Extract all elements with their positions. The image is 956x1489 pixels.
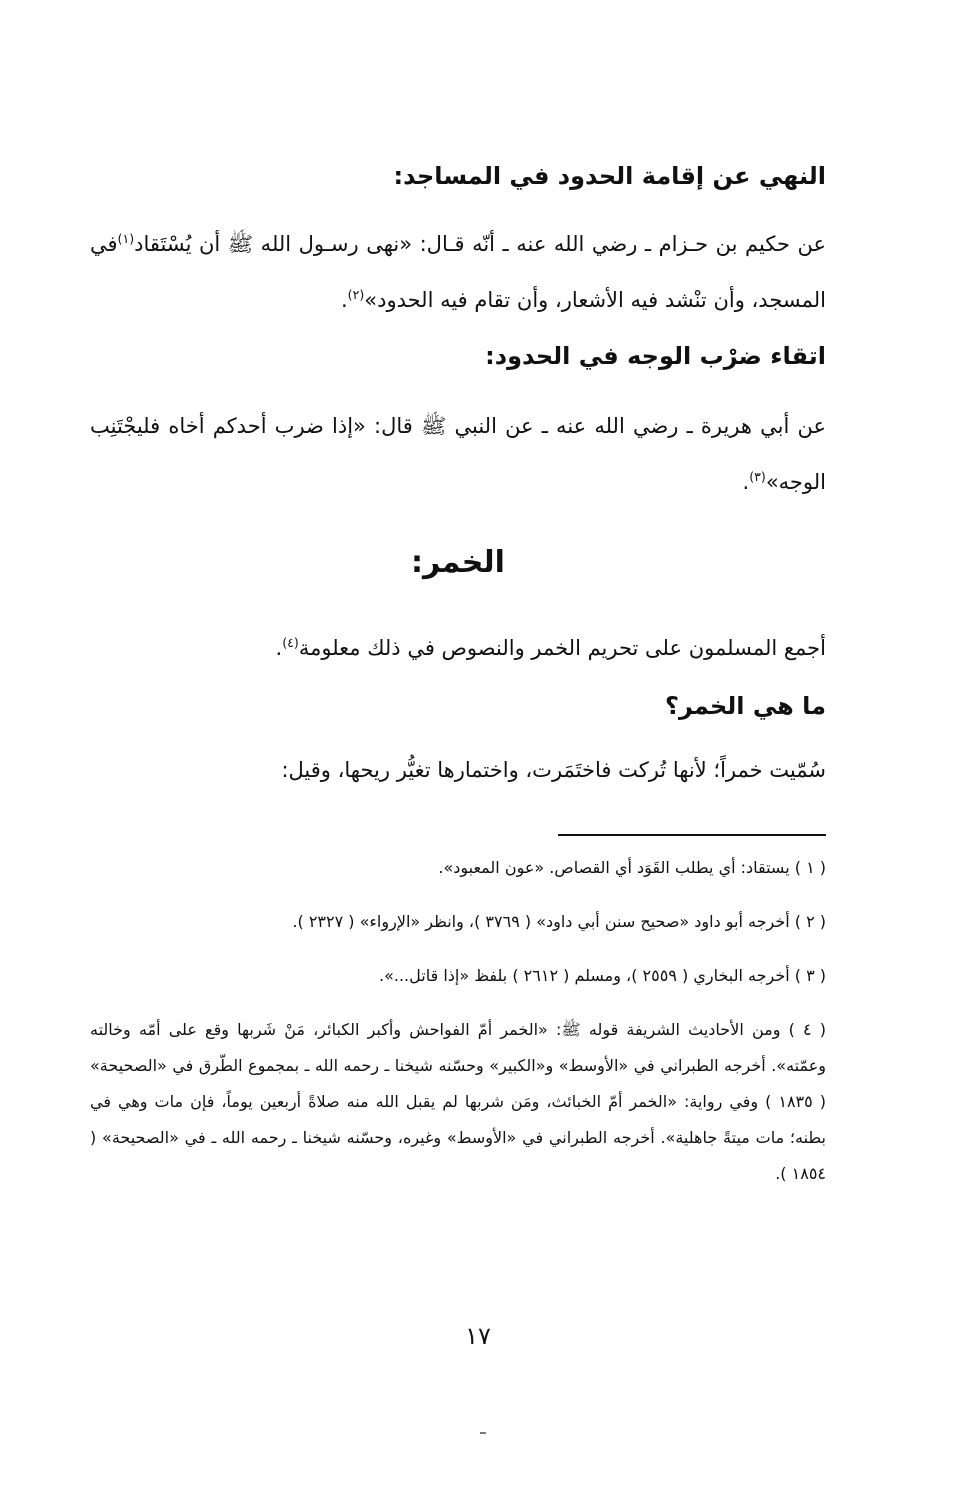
- section-heading-face-striking: اتقاء ضرْب الوجه في الحدود:: [485, 342, 826, 370]
- section-heading-what-is-khamr: ما هي الخمر؟: [665, 692, 826, 720]
- footnote-4: ( ٤ ) ومن الأحاديث الشريفة قوله ﷺ: «الخمر أمّ الفواحش وأكبر الكبائر، مَنْ شَربها وقع على أمّه وخالته وعمّته». أخرجه الطبراني في «الأوسط» و«الكبير» وحسّنه شيخنا ـ رحمه الله ـ بمجموع الطّرق في «الصحيحة» ( ١٨٣٥ ) وفي رواية: «الخمر أمّ الخبائث، ومَن شربها لم يقبل الله منه صلاةً أربعين يوماً، فإن مات وهي في بطنه؛ مات ميتةً جاهلية». أخرجه الطبراني في «الأوسط» وغيره، وحسّنه شيخنا ـ رحمه الله ـ في «الصحيحة» ( ١٨٥٤ ).: [90, 1020, 827, 1183]
- footnote-1: ( ١ ) يستقاد: أي يطلب القَوَد أي القصاص. «عون المعبود».: [438, 858, 826, 877]
- footnotes-section: [90, 850, 826, 1210]
- footnote-ref-1[interactable]: (١): [117, 231, 135, 246]
- footnote-separator: [558, 834, 826, 836]
- paragraph-abu-hurayra-hadith: [90, 398, 826, 510]
- paragraph-punct: .: [742, 470, 750, 494]
- paragraph-consensus: [90, 620, 826, 676]
- section-heading-hudud-mosques: النهي عن إقامة الحدود في المساجد:: [393, 162, 826, 190]
- footnote-ref-2[interactable]: (٢): [347, 287, 365, 302]
- footnote-3: ( ٣ ) أخرجه البخاري ( ٢٥٥٩ )، ومسلم ( ٢٦١٢ ) بلفظ «إذا قاتل...».: [379, 966, 826, 985]
- scan-mark: [480, 1432, 486, 1434]
- paragraph-hakim-hadith: [90, 216, 826, 328]
- paragraph-text: أجمع المسلمون على تحريم الخمر والنصوص في ذلك معلومة: [298, 636, 826, 660]
- paragraph-punct: .: [275, 636, 283, 660]
- footnote-2: ( ٢ ) أخرجه أبو داود «صحيح سنن أبي داود» ( ٣٧٦٩ )، وانظر «الإرواء» ( ٢٣٢٧ ).: [292, 912, 826, 931]
- paragraph-naming: سُمّيت خمراً؛ لأنها تُركت فاختَمَرت، واختمارها تغيُّر ريحها، وقيل:: [281, 758, 826, 782]
- chapter-heading-khamr: الخمر:: [411, 545, 505, 580]
- paragraph-punct: .: [340, 288, 348, 312]
- page-number: ١٧: [465, 1322, 491, 1350]
- paragraph-text: عن حكيم بن حـزام ـ رضي الله عنه ـ أنّه قـال: «نهى رسـول الله ﷺ أن يُسْتَقاد: [134, 232, 826, 256]
- paragraph-text: عن أبي هريرة ـ رضي الله عنه ـ عن النبي ﷺ قال: «إذا ضرب أحدكم أخاه فليجْتَنِب الوجه»: [90, 414, 826, 494]
- paragraph-text: في المسجد، وأن تنْشد فيه الأشعار، وأن تقام فيه الحدود»: [90, 232, 826, 312]
- footnote-ref-3[interactable]: (٣): [749, 469, 766, 484]
- footnote-ref-4[interactable]: (٤): [282, 635, 299, 650]
